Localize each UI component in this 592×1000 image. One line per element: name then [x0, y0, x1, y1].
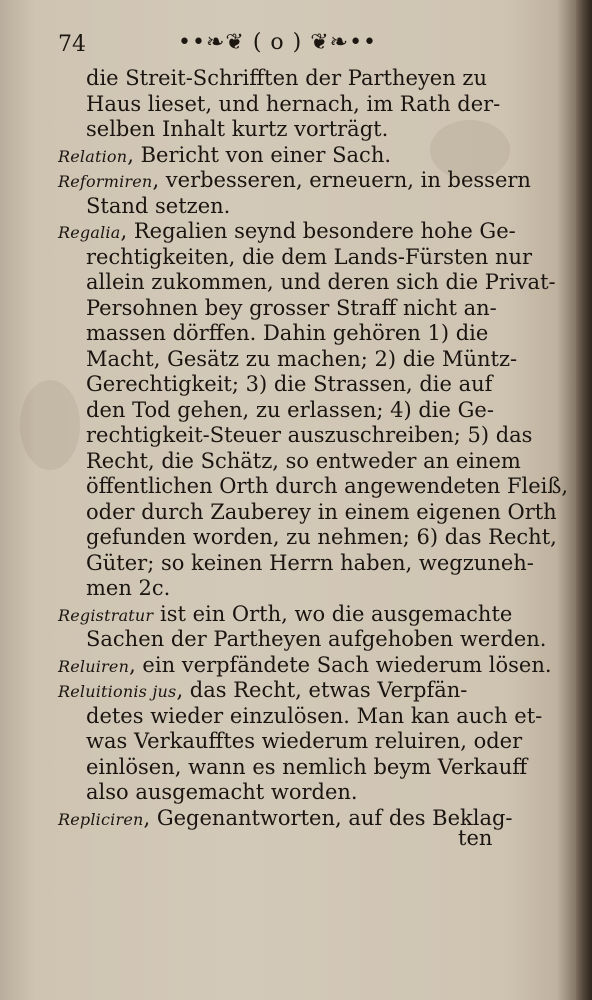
line-text: Sachen der Partheyen aufgehoben werden.: [86, 627, 547, 651]
text-line: [58, 219, 524, 245]
running-header: [58, 30, 518, 62]
entry-term: Relation: [58, 146, 128, 166]
entry-definition: , ein verpfändete Sach wiederum lösen.: [129, 652, 552, 677]
text-line: [58, 372, 524, 398]
text-line: [58, 525, 557, 551]
text-line: [58, 576, 524, 602]
text-line: [58, 296, 524, 322]
line-text: Persohnen bey grosser Straff nicht an-: [86, 295, 497, 320]
line-text: die Streit-Schrifften der Partheyen zu: [86, 66, 488, 90]
text-line: [58, 703, 543, 730]
line-text: Recht, die Schätz, so entweder an einem: [86, 448, 521, 473]
line-text: gefunden worden, zu nehmen; 6) das Recht,: [86, 525, 557, 549]
text-line: [58, 780, 524, 806]
header-ornament: ••❧❦ ( o ) ❦❧••: [178, 30, 378, 55]
line-text: selben Inhalt kurtz vorträgt.: [86, 117, 389, 141]
text-line: [58, 143, 524, 169]
line-text: öffentlichen Orth durch angewendeten Fleiß,: [86, 474, 569, 498]
entry-definition: ist ein Orth, wo die ausgemachte: [153, 601, 513, 626]
text-line: [58, 270, 556, 296]
text-line: [58, 729, 524, 755]
catchword: ten: [458, 826, 493, 850]
line-text: rechtigkeiten, die dem Lands-Fürsten nur: [86, 244, 533, 269]
text-line: [58, 754, 528, 781]
text-line: [58, 347, 524, 373]
text-line: [58, 244, 533, 271]
text-line: [58, 474, 569, 500]
entry-term: Registratur: [58, 605, 154, 625]
entry-term: Regalia: [58, 223, 121, 242]
line-text: Haus lieset, und hernach, im Rath der-: [86, 91, 501, 116]
text-line: [58, 398, 524, 424]
text-line: [58, 499, 557, 526]
line-text: massen dörffen. Dahin gehören 1) die: [86, 321, 489, 345]
entry-definition: , Regalien seynd besondere hohe Ge-: [120, 219, 516, 243]
line-text: den Tod gehen, zu erlassen; 4) die Ge-: [86, 397, 494, 422]
text-line: [58, 806, 524, 832]
text-line: [58, 168, 531, 194]
text-line: [58, 678, 524, 704]
entry-definition: , Gegenantworten, auf des Beklag-: [143, 805, 513, 830]
text-line: [58, 194, 524, 220]
text-line: [58, 602, 524, 628]
entry-term: Reluiren: [58, 656, 130, 676]
entry-definition: , verbesseren, erneuern, in bessern: [152, 168, 531, 192]
text-line: [58, 627, 547, 653]
text-line: [58, 449, 524, 475]
entry-definition: , das Recht, etwas Verpfän-: [176, 678, 468, 702]
text-line: [58, 550, 534, 577]
line-text: Güter; so keinen Herrn haben, wegzuneh-: [86, 550, 534, 575]
text-line: [58, 652, 552, 679]
entry-term: Reformiren: [58, 172, 153, 191]
line-text: allein zukommen, und deren sich die Privat-: [86, 270, 556, 294]
entry-definition: , Bericht von einer Sach.: [127, 142, 392, 167]
text-line: [58, 66, 524, 92]
page-gutter-shadow: [576, 0, 592, 1000]
page-number: 74: [58, 32, 86, 57]
line-text: men 2c.: [86, 576, 171, 600]
line-text: was Verkaufftes wiederum reluiren, oder: [86, 729, 523, 753]
line-text: oder durch Zauberey in einem eigenen Orth: [86, 499, 557, 524]
line-text: detes wieder einzulösen. Man kan auch et-: [86, 703, 543, 728]
line-text: Stand setzen.: [86, 193, 231, 218]
text-line: [58, 423, 533, 449]
line-text: Gerechtigkeit; 3) die Strassen, die auf: [86, 372, 493, 396]
line-text: also ausgemacht worden.: [86, 780, 358, 804]
line-text: Macht, Gesätz zu machen; 2) die Müntz-: [86, 346, 518, 371]
line-text: einlösen, wann es nemlich beym Verkauff: [86, 754, 528, 779]
text-line: [58, 92, 524, 118]
text-line: [58, 321, 524, 347]
line-text: rechtigkeit-Steuer auszuschreiben; 5) das: [86, 423, 533, 447]
entry-term: Repliciren: [58, 809, 144, 829]
text-line: [58, 117, 524, 143]
entry-term: Reluitionis jus: [58, 682, 177, 701]
body-text: [58, 66, 569, 831]
